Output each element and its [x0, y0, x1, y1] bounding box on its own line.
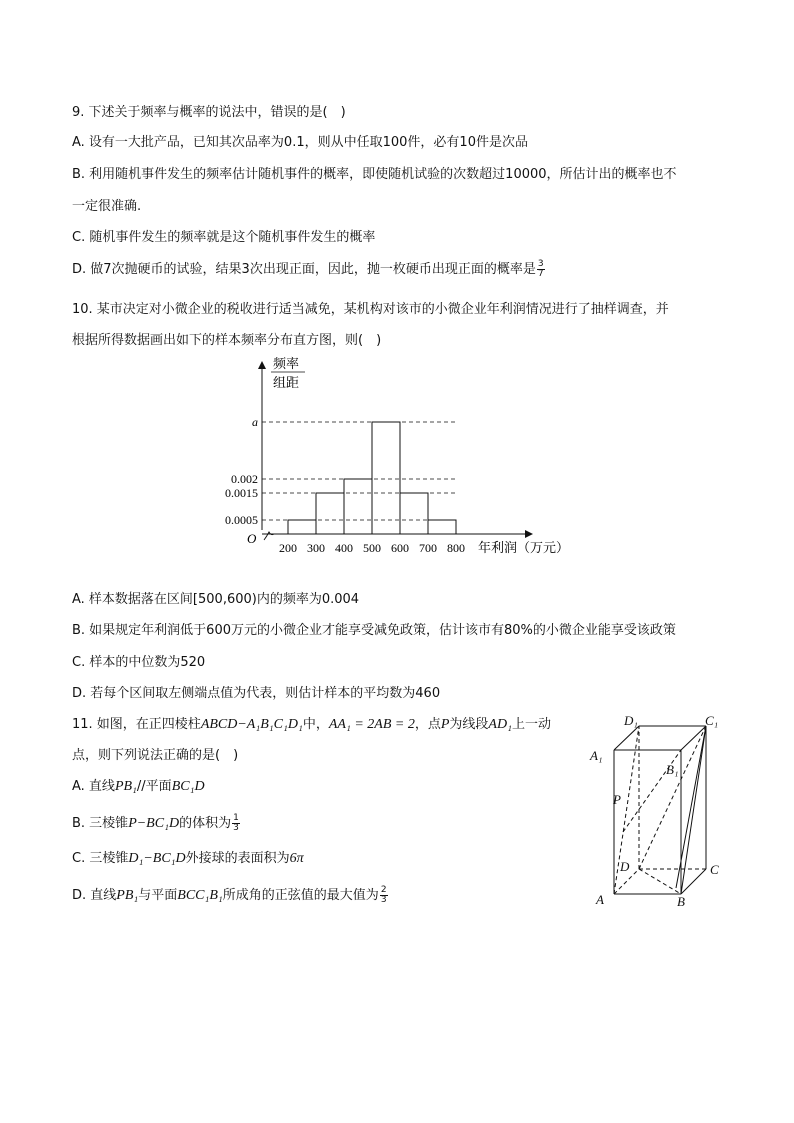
histogram-bar [288, 520, 316, 534]
histogram-ylabel-num: 频率 [273, 356, 300, 371]
q9-option-d-text: D. 做7次抛硬币的试验，结果3次出现正面，因此，抛一枚硬币出现正面的概率是 [72, 262, 536, 277]
histogram-x-tick-label: 700 [419, 541, 437, 555]
q11-option-d: D. 直线PB₁与平面BCC₁B₁所成角的正弦值的最大值为 $\frac{2}{3}$ [72, 885, 387, 905]
prism-figure [588, 712, 738, 912]
q11-option-d-fraction: $\frac{2}{3}$ [380, 885, 387, 905]
histogram-bar [400, 493, 428, 534]
histogram-x-tick-label: 400 [335, 541, 353, 555]
vertex-b1-label: B₁ [666, 762, 679, 777]
q9-option-c: C. 随机事件发生的频率就是这个随机事件发生的概率 [72, 230, 376, 245]
q9-option-b-line1: B. 利用随机事件发生的频率估计随机事件的概率，即使随机试验的次数超过10000，所估计出的概率也不 [72, 167, 677, 182]
histogram-ylabel-den: 组距 [273, 375, 300, 390]
histogram-x-tick-label: 500 [363, 541, 381, 555]
q10-stem-line1: 10. 某市决定对小微企业的税收进行适当减免，某机构对该市的小微企业年利润情况进行了抽样调查，并 [72, 302, 669, 317]
histogram-x-tick-label: 800 [447, 541, 465, 555]
q10-option-c: C. 样本的中位数为520 [72, 655, 206, 670]
vertex-d1-label: D₁ [624, 713, 638, 728]
vertex-c1-label: C₁ [705, 713, 719, 728]
vertex-b-label: B [677, 894, 685, 909]
histogram-y-tick-label: 0.0015 [225, 486, 258, 500]
histogram-x-tick-label: 200 [279, 541, 297, 555]
q10-stem-line2: 根据所得数据画出如下的样本频率分布直方图，则( ) [72, 333, 382, 348]
histogram-x-tick-label: 300 [307, 541, 325, 555]
q11-option-b-fraction: $\frac{1}{3}$ [233, 813, 239, 833]
histogram-bar [316, 493, 344, 534]
q9-option-d-fraction: $\frac{3}{7}$ [537, 259, 544, 279]
histogram-xlabel: 年利润（万元） [478, 540, 570, 555]
histogram-bar [428, 520, 456, 534]
q11-stem-line1: 11. 如图，在正四棱柱ABCD−A₁B₁C₁D₁中，AA₁ = 2AB = 2，点P为线段AD₁上一动 [72, 717, 551, 732]
q11-option-b: B. 三棱锥P−BC₁D的体积为 $\frac{1}{3}$ [72, 813, 239, 833]
q11-option-c: C. 三棱锥D₁−BC₁D外接球的表面积为6π [72, 851, 304, 866]
histogram-bar [344, 479, 372, 534]
q10-option-d: D. 若每个区间取左侧端点值为代表，则估计样本的平均数为460 [72, 686, 441, 701]
histogram-y-tick-label: 0.0005 [225, 513, 258, 527]
point-p-label: P [613, 792, 621, 807]
histogram-bar [372, 422, 400, 534]
q9-option-a: A. 设有一大批产品，已知其次品率为0.1，则从中任取100件，必有10件是次品 [72, 135, 528, 150]
vertex-d-label: D [620, 859, 630, 874]
vertex-c-label: C [710, 862, 719, 877]
q9-stem: 9. 下述关于频率与概率的说法中，错误的是( ) [72, 105, 346, 120]
q10-option-a: A. 样本数据落在区间[500,600)内的频率为0.004 [72, 592, 360, 607]
vertex-a-label: A [596, 892, 604, 907]
histogram-y-tick-label: 0.002 [231, 472, 258, 486]
q9-option-b-line2: 一定很准确. [72, 199, 142, 214]
histogram-x-tick-label: 600 [391, 541, 409, 555]
axis-break [264, 532, 274, 540]
q10-option-b: B. 如果规定年利润低于600万元的小微企业才能享受减免政策，估计该市有80%的小微企业能享受该政策 [72, 623, 676, 638]
q9-option-d [72, 260, 546, 279]
vertex-a1-label: A₁ [590, 748, 603, 763]
histogram [220, 354, 580, 564]
histogram-y-tick-label: a [252, 415, 258, 429]
q11-stem-line2: 点，则下列说法正确的是( ) [72, 748, 239, 763]
histogram-origin: O [247, 531, 257, 546]
q11-option-a: A. 直线PB₁//平面BC₁D [72, 779, 205, 794]
